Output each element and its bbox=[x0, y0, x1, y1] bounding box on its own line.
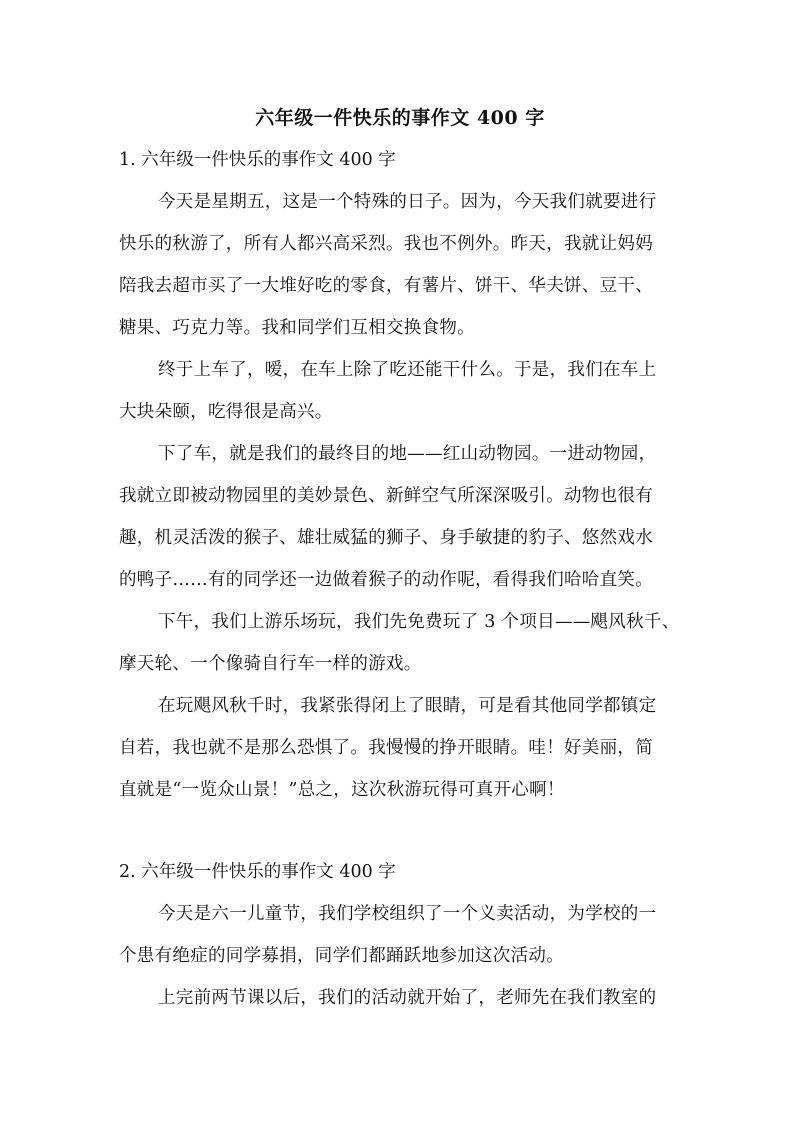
paragraph-line: 快乐的秋游了，所有人都兴高采烈。我也不例外。昨天，我就让妈妈 bbox=[119, 234, 653, 254]
paragraph-line: 今天是星期五，这是一个特殊的日子。因为，今天我们就要进行 bbox=[158, 192, 657, 212]
paragraph-line: 我就立即被动物园里的美妙景色、新鲜空气所深深吸引。动物也很有 bbox=[119, 486, 653, 506]
paragraph-line: 陪我去超市买了一大堆好吃的零食，有薯片、饼干、华夫饼、豆干、 bbox=[119, 276, 653, 296]
paragraph-line: 糖果、巧克力等。我和同学们互相交换食物。 bbox=[119, 318, 475, 338]
section-1-heading: 1. 六年级一件快乐的事作文 400 字 bbox=[119, 150, 396, 170]
document-title: 六年级一件快乐的事作文 400 字 bbox=[255, 107, 545, 129]
paragraph-line: 在玩飓风秋千时，我紧张得闭上了眼睛，可是看其他同学都镇定 bbox=[158, 696, 657, 716]
paragraph-line: 趣，机灵活泼的猴子、雄壮威猛的狮子、身手敏捷的豹子、悠然戏水 bbox=[119, 528, 653, 548]
paragraph-line: 个患有绝症的同学募捐，同学们都踊跃地参加这次活动。 bbox=[119, 946, 564, 966]
paragraph-line: 今天是六一儿童节，我们学校组织了一个义卖活动，为学校的一 bbox=[158, 904, 657, 924]
section-2-heading: 2. 六年级一件快乐的事作文 400 字 bbox=[119, 862, 396, 882]
paragraph-line: 下午，我们上游乐场玩，我们先免费玩了 3 个项目——飓风秋千、 bbox=[158, 612, 680, 632]
paragraph-line: 大块朵颐，吃得很是高兴。 bbox=[119, 402, 333, 422]
paragraph-line: 的鸭子……有的同学还一边做着猴子的动作呢，看得我们哈哈直笑。 bbox=[119, 570, 653, 590]
paragraph-line: 直就是“一览众山景！”总之，这次秋游玩得可真开心啊！ bbox=[119, 780, 565, 800]
paragraph-line: 摩天轮、一个像骑自行车一样的游戏。 bbox=[119, 654, 422, 674]
paragraph-line: 自若，我也就不是那么恐惧了。我慢慢的挣开眼睛。哇！好美丽，简 bbox=[119, 738, 653, 758]
paragraph-line: 终于上车了，嗳，在车上除了吃还能干什么。于是，我们在车上 bbox=[158, 360, 657, 380]
paragraph-line: 下了车，就是我们的最终目的地——红山动物园。一进动物园， bbox=[158, 444, 657, 464]
paragraph-line: 上完前两节课以后，我们的活动就开始了，老师先在我们教室的 bbox=[158, 988, 657, 1008]
